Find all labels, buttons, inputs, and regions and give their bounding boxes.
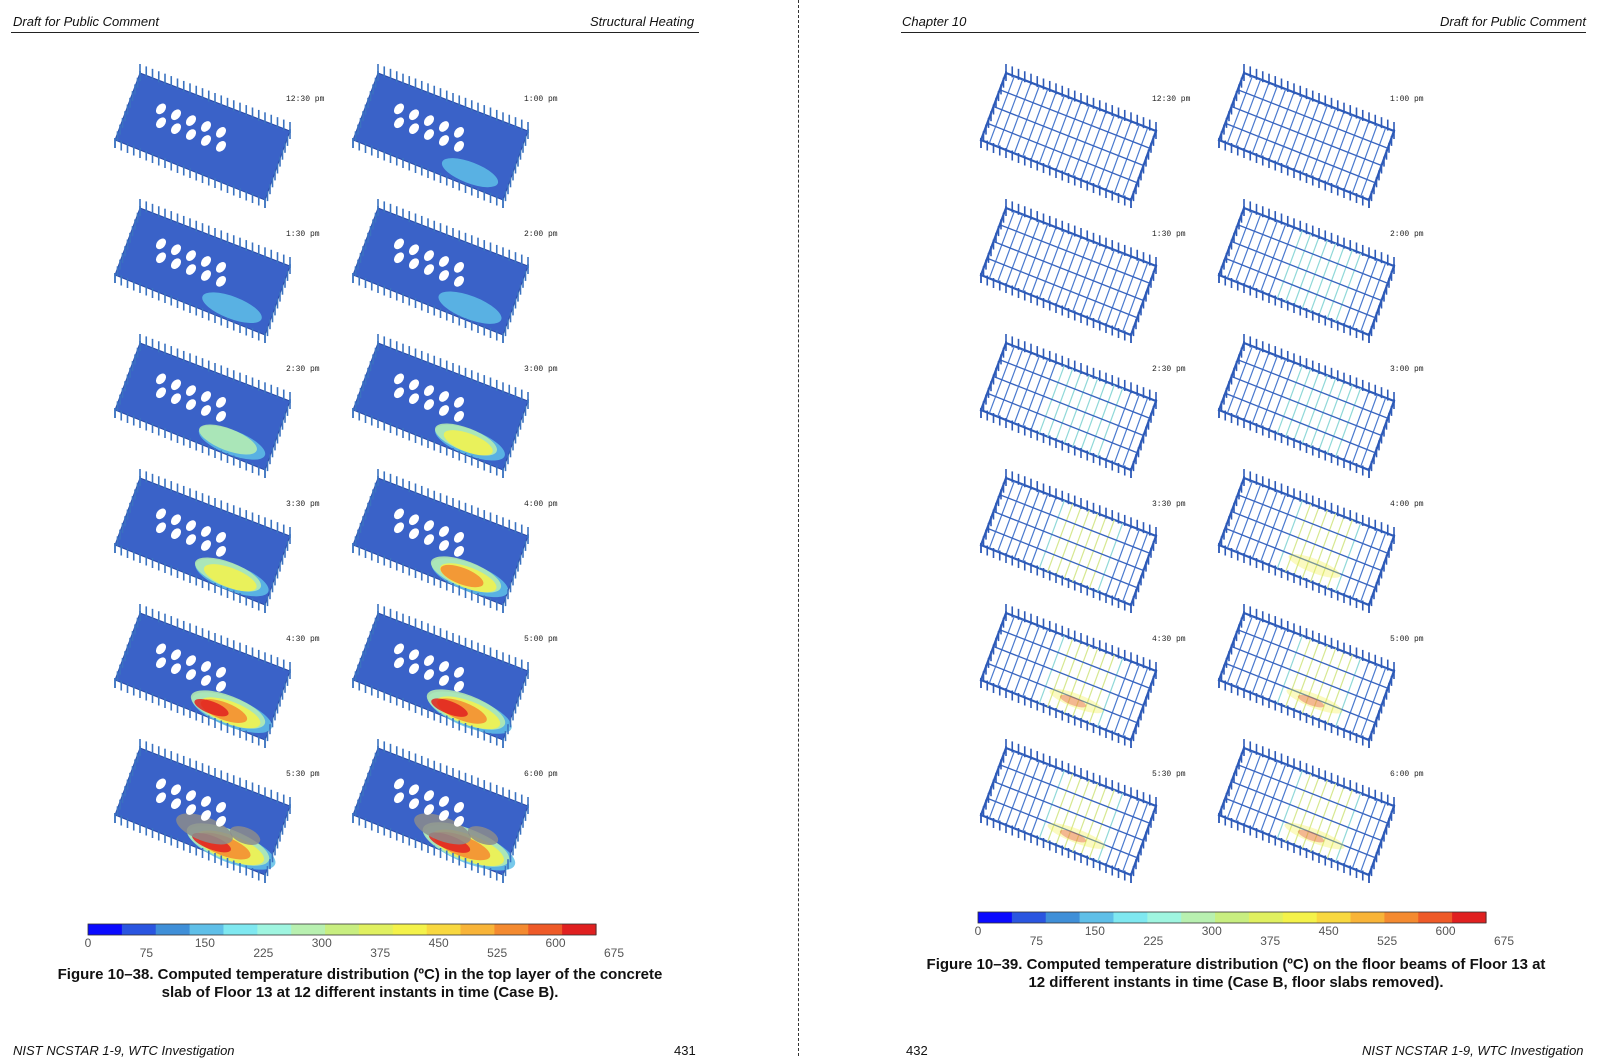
beam-panel-7 bbox=[981, 469, 1156, 613]
header-left-text: Draft for Public Comment bbox=[13, 14, 159, 29]
slab-temperature-figure bbox=[0, 0, 792, 1000]
time-label: 4:00 pm bbox=[524, 500, 558, 509]
time-label: 3:00 pm bbox=[524, 365, 558, 374]
slab-panel-10 bbox=[353, 604, 528, 748]
time-label: 5:30 pm bbox=[1152, 770, 1186, 779]
time-label: 4:30 pm bbox=[1152, 635, 1186, 644]
figure-caption bbox=[10, 966, 710, 1002]
time-label: 2:00 pm bbox=[1390, 230, 1424, 239]
beam-panel-6 bbox=[1219, 334, 1394, 478]
slab-panel-8 bbox=[353, 469, 528, 613]
time-label: 3:30 pm bbox=[1152, 500, 1186, 509]
page-number: 432 bbox=[906, 1043, 928, 1058]
beam-panel-1 bbox=[981, 64, 1156, 208]
colorbar-tick-label: 0 bbox=[974, 924, 982, 938]
temperature-colorbar bbox=[85, 924, 625, 960]
time-label: 12:30 pm bbox=[286, 95, 325, 104]
caption-line-1: Figure 10–39. Computed temperature distribution (ºC) on the floor beams of Floor 13 at bbox=[926, 956, 1546, 973]
colorbar-tick-label: 600 bbox=[1435, 924, 1456, 938]
time-label: 2:00 pm bbox=[524, 230, 558, 239]
colorbar-tick-label: 225 bbox=[253, 946, 274, 960]
beam-temperature-figure bbox=[806, 0, 1600, 1000]
colorbar-tick-label: 375 bbox=[1260, 934, 1281, 948]
colorbar-tick-label: 0 bbox=[84, 936, 92, 950]
time-label: 4:30 pm bbox=[286, 635, 320, 644]
beam-panel-11 bbox=[981, 739, 1156, 883]
temperature-colorbar bbox=[975, 912, 1515, 948]
time-label: 5:00 pm bbox=[524, 635, 558, 644]
page-number: 431 bbox=[674, 1043, 696, 1058]
time-label: 1:30 pm bbox=[286, 230, 320, 239]
slab-panel-4 bbox=[353, 199, 528, 343]
time-label: 1:00 pm bbox=[1390, 95, 1424, 104]
colorbar-tick-label: 525 bbox=[1377, 934, 1398, 948]
beam-panel-8 bbox=[1219, 469, 1394, 613]
slab-panel-9 bbox=[115, 604, 290, 748]
caption-line-2: slab of Floor 13 at 12 different instants in time (Case B). bbox=[161, 984, 559, 1001]
slab-panel-7 bbox=[115, 469, 290, 613]
slab-panel-6 bbox=[353, 334, 528, 478]
colorbar-tick-label: 150 bbox=[1084, 924, 1105, 938]
colorbar-tick-label: 450 bbox=[1318, 924, 1339, 938]
colorbar-tick-label: 375 bbox=[370, 946, 391, 960]
time-label: 5:30 pm bbox=[286, 770, 320, 779]
figure-caption bbox=[896, 956, 1576, 992]
slab-panel-12 bbox=[353, 739, 528, 883]
footer-right-text: NIST NCSTAR 1-9, WTC Investigation bbox=[1362, 1043, 1584, 1058]
time-label: 6:00 pm bbox=[1390, 770, 1424, 779]
footer-left-text: NIST NCSTAR 1-9, WTC Investigation bbox=[13, 1043, 235, 1058]
beam-panel-2 bbox=[1219, 64, 1394, 208]
beam-panel-4 bbox=[1219, 199, 1394, 343]
colorbar-tick-label: 150 bbox=[194, 936, 215, 950]
beam-panel-12 bbox=[1219, 739, 1394, 883]
time-label: 6:00 pm bbox=[524, 770, 558, 779]
beam-panel-5 bbox=[981, 334, 1156, 478]
time-label: 2:30 pm bbox=[286, 365, 320, 374]
time-label: 12:30 pm bbox=[1152, 95, 1191, 104]
colorbar-tick-label: 675 bbox=[603, 946, 625, 960]
colorbar-tick-label: 675 bbox=[1493, 934, 1515, 948]
colorbar-tick-label: 525 bbox=[487, 946, 508, 960]
header-right-text: Structural Heating bbox=[590, 14, 695, 29]
left-page bbox=[0, 0, 792, 1056]
slab-panel-3 bbox=[115, 199, 290, 343]
slab-panel-5 bbox=[115, 334, 290, 478]
caption-line-1: Figure 10–38. Computed temperature distribution (ºC) in the top layer of the concrete bbox=[57, 966, 663, 983]
right-page bbox=[806, 0, 1600, 1056]
colorbar-tick-label: 300 bbox=[311, 936, 332, 950]
beam-panel-3 bbox=[981, 199, 1156, 343]
colorbar-tick-label: 450 bbox=[428, 936, 449, 950]
beam-panel-9 bbox=[981, 604, 1156, 748]
time-label: 1:00 pm bbox=[524, 95, 558, 104]
time-label: 4:00 pm bbox=[1390, 500, 1424, 509]
slab-panel-1 bbox=[115, 64, 290, 208]
page-divider bbox=[798, 0, 799, 1056]
colorbar-tick-label: 75 bbox=[139, 946, 154, 960]
time-label: 5:00 pm bbox=[1390, 635, 1424, 644]
header-right-text: Draft for Public Comment bbox=[1440, 14, 1586, 29]
time-label: 2:30 pm bbox=[1152, 365, 1186, 374]
header-left-text: Chapter 10 bbox=[902, 14, 967, 29]
time-label: 1:30 pm bbox=[1152, 230, 1186, 239]
slab-panel-11 bbox=[115, 739, 290, 883]
colorbar-tick-label: 300 bbox=[1201, 924, 1222, 938]
colorbar-tick-label: 225 bbox=[1143, 934, 1164, 948]
time-label: 3:00 pm bbox=[1390, 365, 1424, 374]
colorbar-tick-label: 600 bbox=[545, 936, 566, 950]
beam-panel-10 bbox=[1219, 604, 1394, 748]
slab-panel-2 bbox=[353, 64, 528, 208]
caption-line-2: 12 different instants in time (Case B, floor slabs removed). bbox=[1028, 974, 1444, 991]
colorbar-tick-label: 75 bbox=[1029, 934, 1044, 948]
time-label: 3:30 pm bbox=[286, 500, 320, 509]
